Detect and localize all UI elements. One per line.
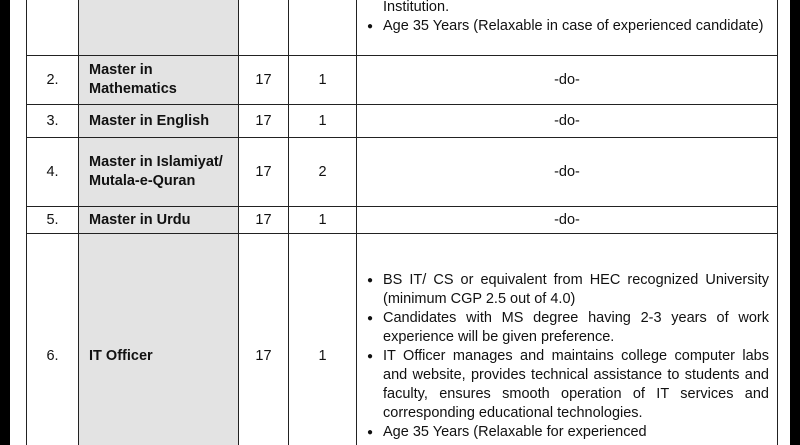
requirements-cell: -do- xyxy=(357,207,778,234)
requirement-item: ● IT Officer manages and maintains college computer labs and website, provides technical assistance to students and faculty, ensures smooth operation of IT services and corresponding educational technologies. xyxy=(365,347,769,423)
number-of-posts: 1 xyxy=(289,234,357,445)
serial-number: 2. xyxy=(27,56,79,105)
requirement-item: ● Age 35 Years (Relaxable in case of experienced candidate) xyxy=(365,17,769,36)
table-row xyxy=(27,105,778,138)
post-name: Master in Islamiyat/ Mutala-e-Quran xyxy=(79,138,239,207)
table-row xyxy=(27,234,778,445)
table-row xyxy=(27,0,778,56)
serial-number: 4. xyxy=(27,138,79,207)
requirement-item: Institution. xyxy=(383,0,450,15)
table-row xyxy=(27,56,778,105)
post-name: Master in Urdu xyxy=(79,207,239,234)
requirements-cell xyxy=(357,234,778,445)
requirement-item: ● BS IT/ CS or equivalent from HEC recognized University (minimum CGP 2.5 out of 4.0) xyxy=(365,271,769,309)
bps-grade: 17 xyxy=(239,234,289,445)
number-of-posts: 2 xyxy=(289,138,357,207)
number-of-posts: 1 xyxy=(289,207,357,234)
serial-number xyxy=(27,0,79,56)
serial-number: 3. xyxy=(27,105,79,138)
post-name: Master in Mathematics xyxy=(79,56,239,105)
requirements-cell: -do- xyxy=(357,105,778,138)
table-row xyxy=(27,207,778,234)
serial-number: 5. xyxy=(27,207,79,234)
bps-grade: 17 xyxy=(239,138,289,207)
requirements-cell: -do- xyxy=(357,138,778,207)
number-of-posts xyxy=(289,0,357,56)
scan-border-right xyxy=(790,0,800,445)
post-name: IT Officer xyxy=(79,234,239,445)
requirements-cell xyxy=(357,0,778,56)
bps-grade: 17 xyxy=(239,207,289,234)
table-row xyxy=(27,138,778,207)
bps-grade: 17 xyxy=(239,56,289,105)
post-name xyxy=(79,0,239,56)
requirement-item: ● Age 35 Years (Relaxable for experienced xyxy=(365,423,769,442)
requirements-cell: -do- xyxy=(357,56,778,105)
scan-border-left xyxy=(0,0,10,445)
serial-number: 6. xyxy=(27,234,79,445)
bps-grade: 17 xyxy=(239,105,289,138)
bps-grade xyxy=(239,0,289,56)
requirement-item: ● Candidates with MS degree having 2-3 years of work experience will be given preference. xyxy=(365,309,769,347)
post-name: Master in English xyxy=(79,105,239,138)
number-of-posts: 1 xyxy=(289,56,357,105)
vacancy-table xyxy=(26,0,778,445)
number-of-posts: 1 xyxy=(289,105,357,138)
